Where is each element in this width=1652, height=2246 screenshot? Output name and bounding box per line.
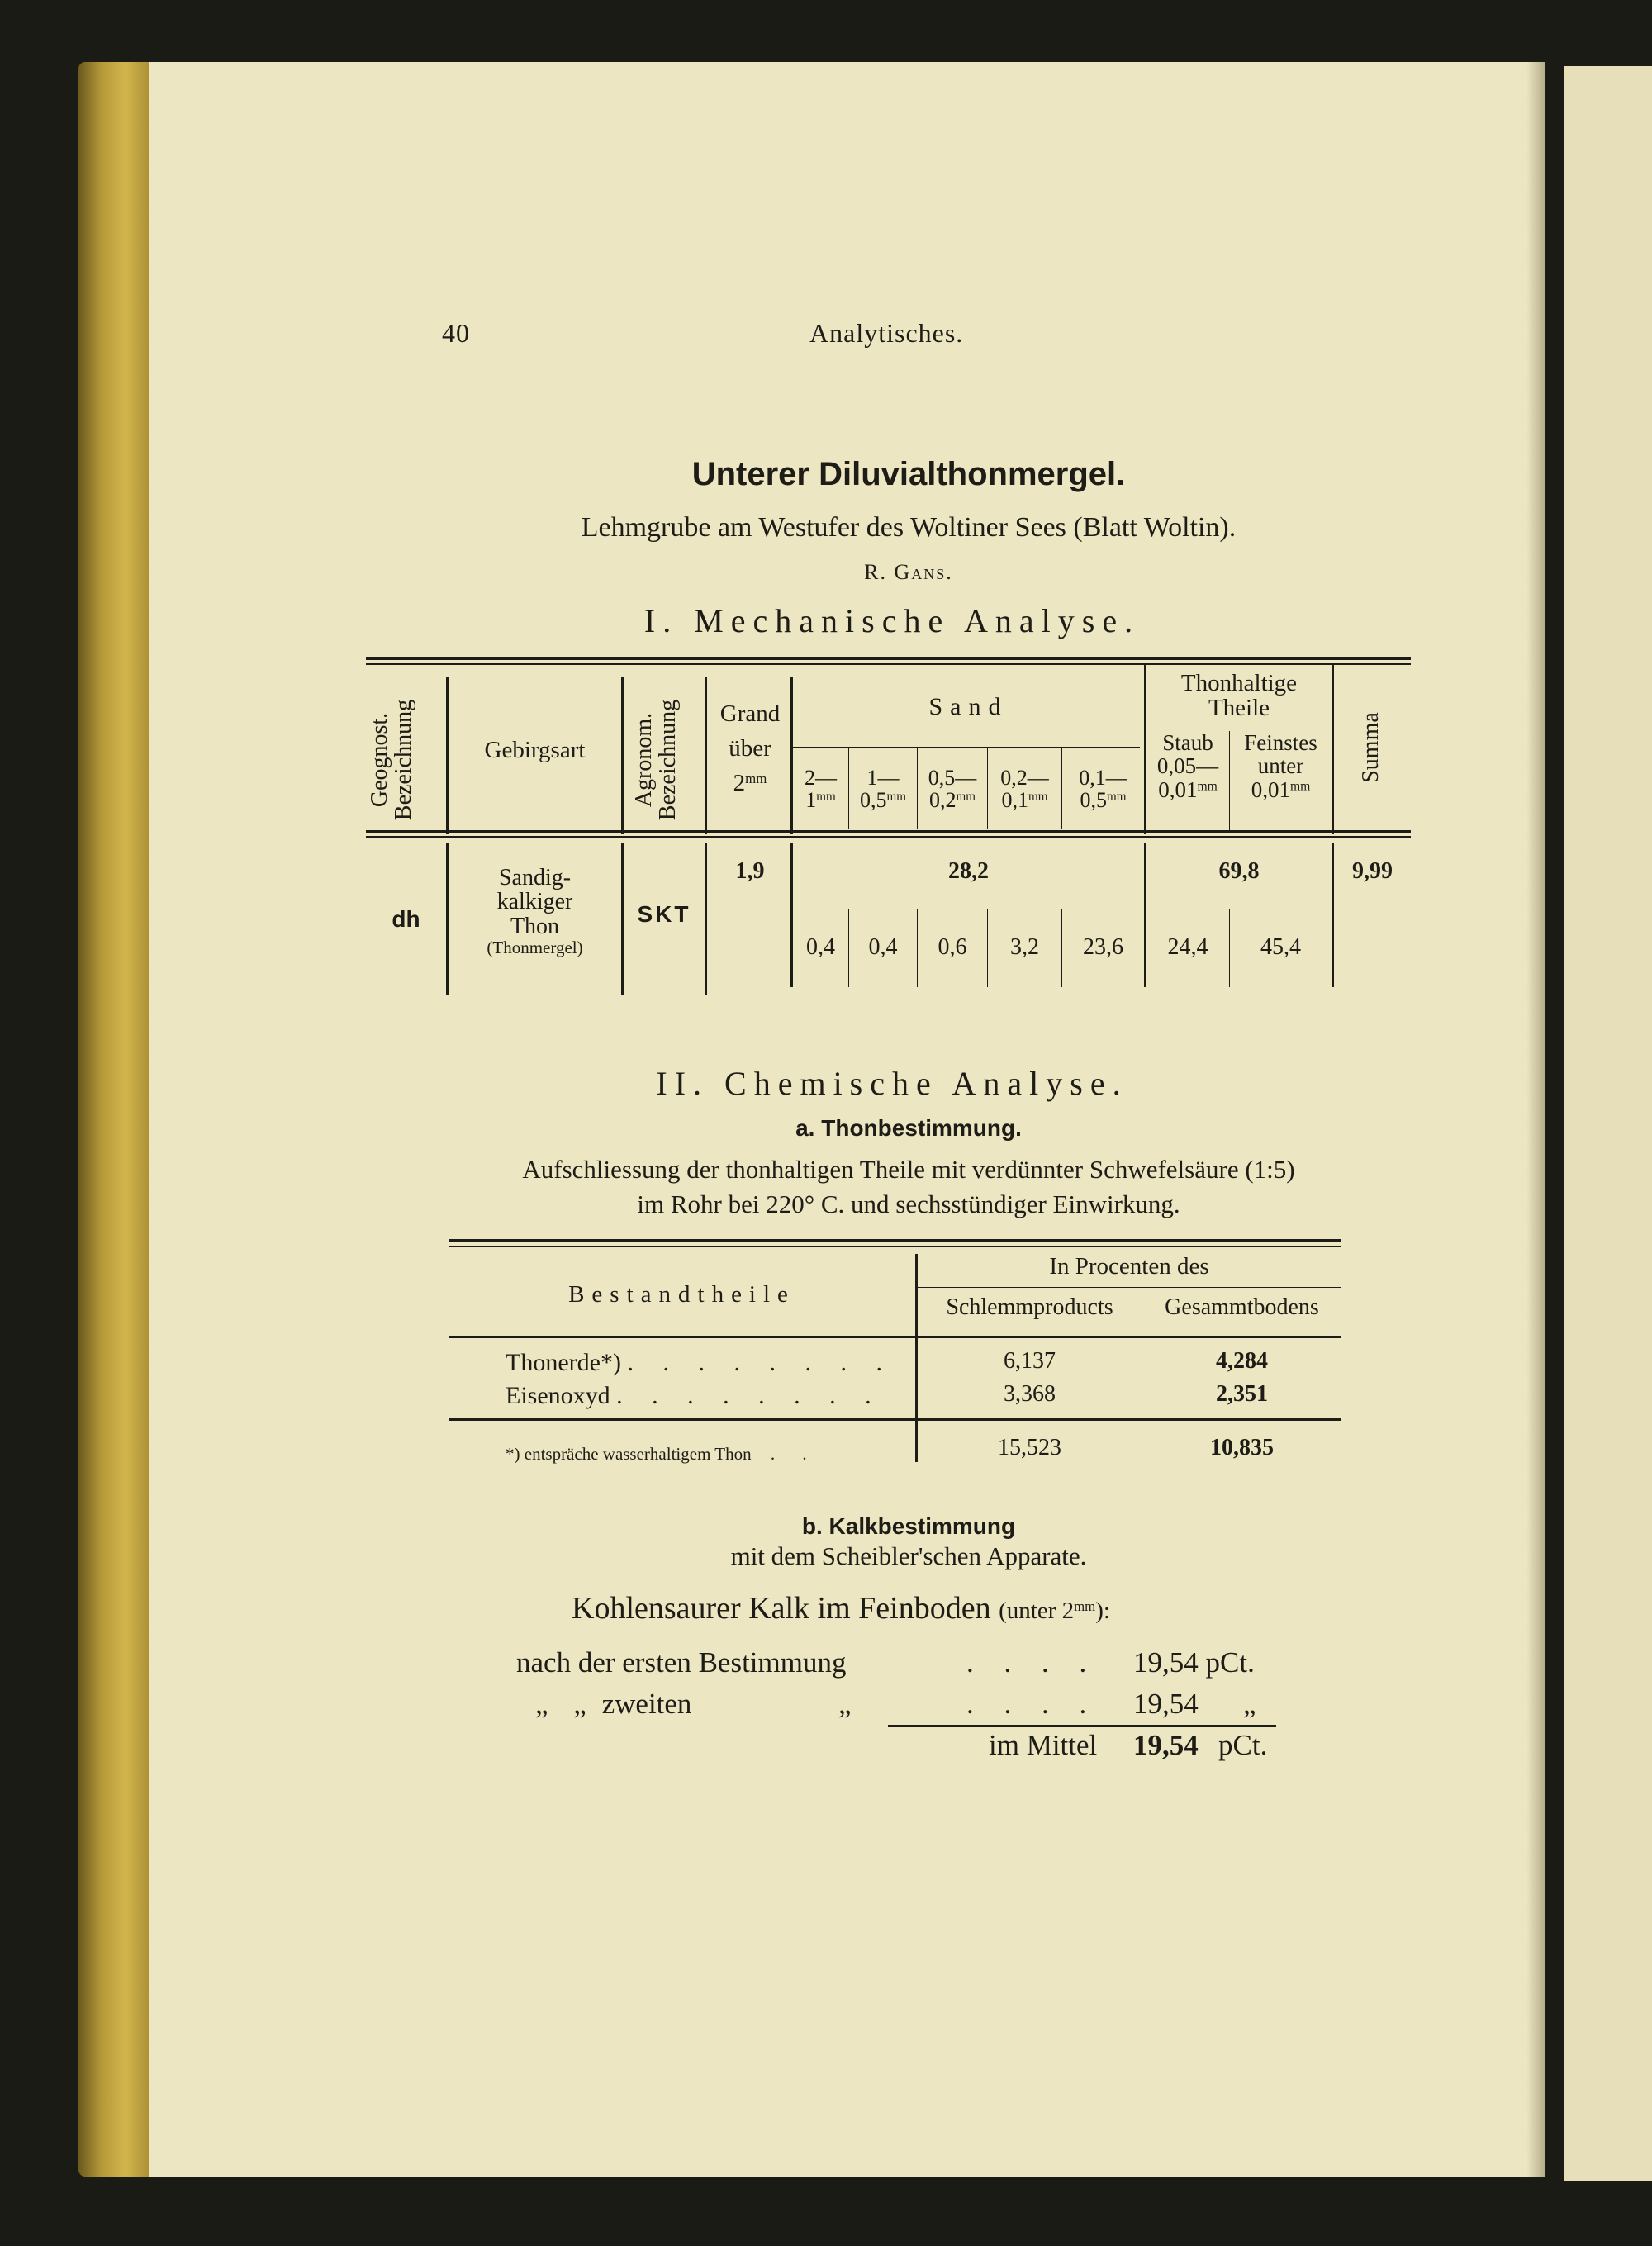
- table2-col-schlemmproducts: Schlemmproducts: [946, 1294, 1113, 1320]
- section-1-heading: I. Mechanische Analyse.: [643, 602, 1141, 639]
- vrule: [446, 843, 449, 995]
- table2-col-bestandtheile: Bestandtheile: [568, 1281, 795, 1308]
- header-grand-line3: [709, 766, 791, 800]
- vrule: [446, 677, 449, 834]
- unit-mm: mm: [956, 791, 976, 805]
- sand-col-4-bottom: [988, 789, 1061, 811]
- header-grand: [709, 696, 791, 800]
- sand-col-3-top: 0,5—: [928, 766, 977, 790]
- location-line: Lehmgrube am Westufer des Woltiner Sees (Blatt Woltin).: [581, 512, 1237, 543]
- header-feinstes: [1230, 731, 1332, 801]
- section-2-heading: II. Chemische Analyse.: [656, 1065, 1128, 1102]
- table2-body-rule: [449, 1418, 1341, 1421]
- table2-footnote-v2: 10,835: [1210, 1435, 1274, 1460]
- table2-thonerde-v1: 6,137: [1004, 1348, 1056, 1374]
- mean-line: [989, 1729, 1097, 1762]
- header-agronom: [632, 673, 698, 847]
- table-top-rule-thin: [366, 663, 1411, 665]
- unit-pre: (unter 2: [999, 1598, 1075, 1624]
- header-grand-line2: über: [729, 735, 771, 762]
- bestimmung-line-2: [535, 1688, 691, 1721]
- footnote-text: *) entspräche wasserhaltigem Thon: [506, 1444, 752, 1464]
- unit-mm: mm: [745, 770, 767, 786]
- sand-col-1-size: 1: [805, 788, 817, 813]
- header-thon-line1: Thonhaltige: [1180, 670, 1298, 696]
- gebirgsart-line3: Thon: [510, 913, 560, 939]
- sand-col-3: [918, 767, 987, 812]
- cell-sand-1: 0,4: [806, 934, 835, 960]
- mean-label: im Mittel: [989, 1729, 1098, 1761]
- unit-mm: mm: [886, 791, 906, 805]
- header-staub-line3: [1146, 778, 1229, 801]
- sand-col-5-size: 0,5: [1080, 788, 1108, 813]
- sand-col-4-top: 0,2—: [1000, 766, 1049, 790]
- leader-dots: . . . . . . . .: [616, 1382, 883, 1409]
- page-number: 40: [442, 318, 470, 348]
- header-staub-line2: 0,05—: [1156, 753, 1219, 779]
- sand-col-2: [849, 767, 917, 812]
- table-top-rule: [366, 657, 1411, 660]
- header-bottom-rule: [366, 830, 1411, 833]
- cell-grand: 1,9: [735, 858, 765, 884]
- cell-sand-4: 3,2: [1010, 934, 1039, 960]
- sand-col-4: [988, 767, 1061, 812]
- header-summa: Summa: [1358, 712, 1384, 783]
- line2-unit: „: [1243, 1688, 1256, 1720]
- table2-footnote-v1: 15,523: [998, 1435, 1061, 1460]
- cell-sand-2: 0,4: [868, 934, 898, 960]
- header-thon-line2: Theile: [1208, 695, 1270, 722]
- sub-a-description-line2: im Rohr bei 220° C. und sechsstündiger Einwirkung.: [637, 1189, 1180, 1218]
- cell-sand-3: 0,6: [938, 934, 967, 960]
- sand-col-3-size: 0,2: [929, 788, 957, 813]
- sand-col-1-bottom: [793, 789, 848, 811]
- line2-ditto-3: „: [838, 1688, 852, 1720]
- mean-unit: pCt.: [1218, 1729, 1268, 1761]
- table2-eisenoxyd-v2: 2,351: [1216, 1381, 1268, 1407]
- leader-dots: . . . .: [966, 1646, 1099, 1679]
- vrule: [621, 677, 624, 834]
- line2-value: 19,54: [1133, 1688, 1199, 1720]
- bestimmung-line-1: [516, 1646, 846, 1679]
- cell-sand-total: 28,2: [948, 858, 989, 884]
- sub-a-description-line1: Aufschliessung der thonhaltigen Theile mit verdünnter Schwefelsäure (1:5): [522, 1155, 1295, 1184]
- sand-col-4-size: 0,1: [1001, 788, 1029, 813]
- header-agronom-line2: Bezeichnung: [655, 699, 681, 821]
- sum-rule: [888, 1725, 1276, 1727]
- kalk-summary-label: Kohlensaurer Kalk im Feinboden: [572, 1591, 991, 1626]
- unit-post: ):: [1095, 1598, 1110, 1624]
- feinstes-size: 0,01: [1251, 776, 1290, 802]
- table2-group-header: In Procenten des: [1049, 1253, 1209, 1280]
- table2-col-gesammtbodens: Gesammtbodens: [1165, 1294, 1319, 1320]
- table2-row-eisenoxyd: [506, 1382, 883, 1410]
- sand-col-5-bottom: [1062, 789, 1144, 811]
- kalk-summary-line: [572, 1590, 1110, 1626]
- vrule: [705, 677, 707, 834]
- header-bottom-rule-thin: [366, 836, 1411, 838]
- row-name: Thonerde*): [506, 1349, 621, 1376]
- cell-agronom: SKT: [637, 901, 691, 927]
- cell-staub: 24,4: [1167, 934, 1208, 960]
- line2-dots-wrap: [966, 1688, 1098, 1721]
- header-feinstes-line1: Feinstes: [1244, 730, 1317, 755]
- header-feinstes-line3: [1230, 778, 1332, 801]
- header-gebirgsart: Gebirgsart: [484, 737, 586, 763]
- spine-shadow: [1526, 62, 1545, 2177]
- cell-gebirgsart: [450, 866, 620, 957]
- line2-label: zweiten: [601, 1688, 692, 1720]
- header-sand: Sand: [928, 693, 1009, 720]
- sand-col-2-top: 1—: [866, 766, 900, 790]
- header-staub: [1146, 731, 1229, 801]
- header-grand-line1: Grand: [719, 700, 781, 727]
- ditto-mark: „: [573, 1688, 586, 1720]
- vrule: [1332, 665, 1334, 834]
- table2-row-thonerde: [506, 1349, 894, 1377]
- header-geognost-line1: Geognost.: [367, 712, 392, 808]
- header-thonhaltige: [1146, 671, 1332, 721]
- header-geognost: [368, 673, 434, 847]
- mean-value: 19,54: [1133, 1729, 1199, 1761]
- table2-top-rule: [449, 1239, 1341, 1242]
- page-edge: [78, 62, 157, 2177]
- sand-col-5-top: 0,1—: [1079, 766, 1127, 790]
- cell-feinstes: 45,4: [1260, 934, 1301, 960]
- table2-footnote: [506, 1444, 819, 1465]
- unit-mm: mm: [1107, 791, 1127, 805]
- table2-top-rule-thin: [449, 1246, 1341, 1247]
- line1-label: nach der ersten Bestimmung: [516, 1646, 847, 1679]
- kalk-summary-unit: [999, 1598, 1110, 1624]
- leader-dots: . . . . . . . .: [627, 1349, 894, 1376]
- unit-mm: mm: [1289, 779, 1311, 794]
- next-page-edge: [1564, 66, 1652, 2181]
- sand-col-1: [793, 767, 848, 812]
- cell-summa: 9,99: [1352, 858, 1393, 884]
- table2-sub-rule: [917, 1287, 1341, 1288]
- table2-eisenoxyd-v1: 3,368: [1004, 1381, 1056, 1407]
- sand-col-1-top: 2—: [805, 766, 837, 790]
- running-head: Analytisches.: [809, 318, 964, 348]
- sub-b-heading: b. Kalkbestimmung: [801, 1513, 1016, 1539]
- table2-header-rule: [449, 1336, 1341, 1338]
- header-geognost-line2: Bezeichnung: [391, 699, 417, 821]
- header-feinstes-line2: unter: [1257, 753, 1304, 779]
- gebirgsart-line1: Sandig-: [498, 865, 572, 890]
- gebirgsart-line4: (Thonmergel): [487, 938, 583, 958]
- document-title: Unterer Diluvialthonmergel.: [691, 456, 1126, 492]
- analyst-line: R. Gans.: [864, 560, 953, 584]
- cell-sand-5: 23,6: [1083, 934, 1123, 960]
- unit-mm: mm: [1197, 779, 1218, 794]
- leader-dots: . . . .: [966, 1688, 1099, 1720]
- sand-subheader-rule: [793, 747, 1140, 748]
- table2-thonerde-v2: 4,284: [1216, 1348, 1268, 1374]
- ditto-mark: „: [535, 1688, 548, 1720]
- sand-col-5: [1062, 767, 1144, 812]
- grand-size: 2: [733, 770, 746, 797]
- sub-b-method: mit dem Scheibler'schen Apparate.: [730, 1541, 1087, 1570]
- header-agronom-line1: Agronom.: [631, 712, 657, 808]
- unit-mm: mm: [816, 791, 836, 805]
- line1-dots-wrap: [966, 1646, 1098, 1679]
- sand-col-2-size: 0,5: [860, 788, 887, 813]
- sub-a-heading: a. Thonbestimmung.: [795, 1115, 1022, 1141]
- leader-dots: . .: [770, 1444, 819, 1464]
- cell-geognost: dh: [392, 906, 420, 932]
- unit-mm: mm: [1074, 1598, 1096, 1614]
- sand-col-3-bottom: [918, 789, 987, 811]
- gebirgsart-line2: kalkiger: [496, 889, 573, 915]
- cell-thon-total: 69,8: [1218, 858, 1260, 884]
- vrule: [705, 843, 707, 995]
- line1-value: 19,54 pCt.: [1133, 1646, 1255, 1679]
- sand-col-2-bottom: [849, 789, 917, 811]
- header-staub-line1: Staub: [1162, 730, 1213, 755]
- staub-size: 0,01: [1158, 776, 1198, 802]
- row-name: Eisenoxyd: [506, 1382, 610, 1409]
- unit-mm: mm: [1028, 791, 1048, 805]
